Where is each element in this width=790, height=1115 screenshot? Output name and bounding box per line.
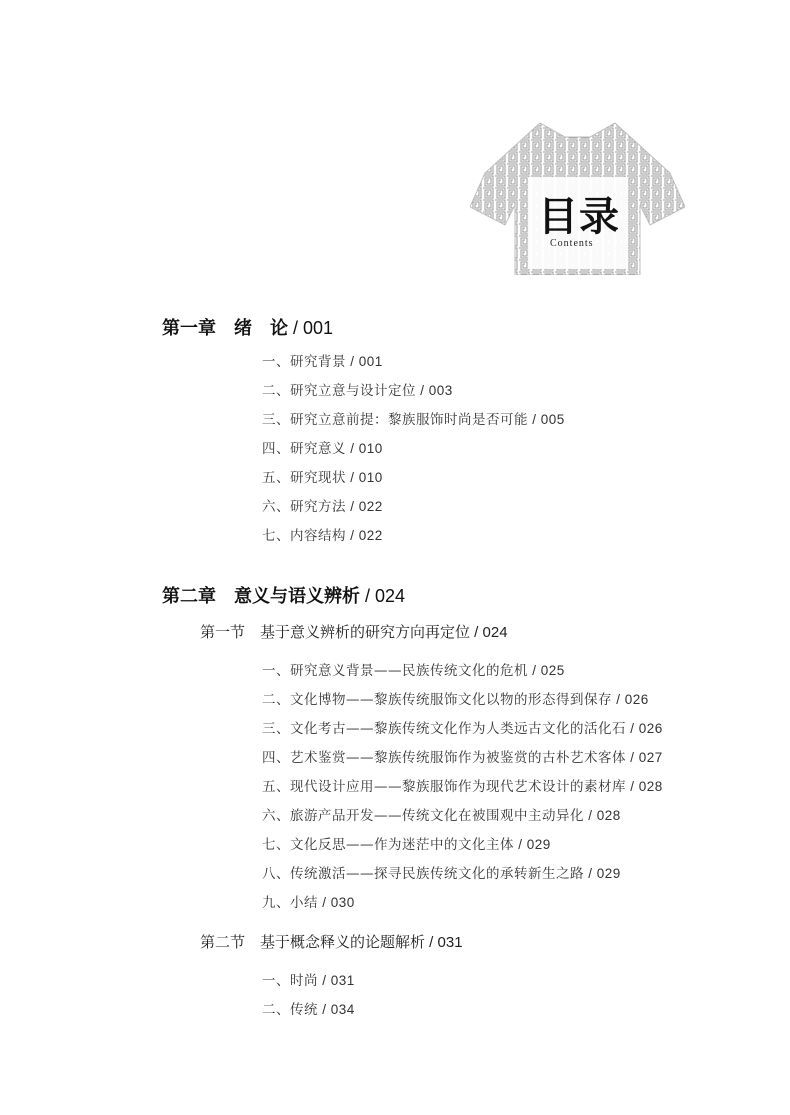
toc-item[interactable]: [262, 688, 649, 708]
page-number: / 003: [416, 383, 453, 398]
item-label: 二、传统: [262, 1002, 318, 1018]
page-number: / 024: [470, 624, 508, 641]
item-label: 五、现代设计应用——黎族服饰作为现代艺术设计的素材库: [262, 779, 626, 795]
toc-item[interactable]: [262, 804, 621, 824]
page-number: / 029: [514, 837, 551, 852]
contents-emblem: [470, 115, 685, 275]
toc-item[interactable]: [262, 775, 663, 795]
page-number: / 005: [528, 412, 565, 427]
page-title: 目录: [538, 194, 620, 240]
toc-section-2[interactable]: [200, 931, 463, 952]
page-number: / 031: [425, 934, 463, 951]
item-label: 三、研究立意前提：黎族服饰时尚是否可能: [262, 412, 528, 428]
item-label: 七、内容结构: [262, 528, 346, 544]
page-number: / 001: [288, 318, 334, 338]
chapter-label: 第二章 意义与语义辨析: [162, 586, 360, 607]
page-number: / 027: [626, 750, 663, 765]
toc-item[interactable]: [262, 862, 621, 882]
toc-item[interactable]: [262, 659, 565, 679]
page-number: / 022: [346, 499, 383, 514]
item-label: 一、研究意义背景——民族传统文化的危机: [262, 663, 528, 679]
section-label: 第一节 基于意义辨析的研究方向再定位: [200, 623, 471, 641]
page-number: / 028: [626, 779, 663, 794]
item-label: 五、研究现状: [262, 470, 346, 486]
toc-item[interactable]: [262, 717, 663, 737]
section-label: 第二节 基于概念释义的论题解析: [200, 933, 426, 951]
item-label: 八、传统激活——探寻民族传统文化的承转新生之路: [262, 866, 584, 882]
page-number: / 029: [584, 866, 621, 881]
toc-item[interactable]: [262, 833, 551, 853]
page-number: / 026: [612, 692, 649, 707]
page-number: / 022: [346, 528, 383, 543]
page-number: / 028: [584, 808, 621, 823]
page-subtitle: Contents: [550, 238, 594, 249]
toc-item[interactable]: [262, 466, 383, 486]
item-label: 三、文化考古——黎族传统文化作为人类远古文化的活化石: [262, 721, 626, 737]
page-number: / 025: [528, 663, 565, 678]
toc-item[interactable]: [262, 524, 383, 544]
page-number: / 034: [318, 1002, 355, 1017]
toc-chapter-2[interactable]: [162, 582, 405, 608]
item-label: 六、旅游产品开发——传统文化在被围观中主动异化: [262, 808, 584, 824]
item-label: 四、研究意义: [262, 441, 346, 457]
chapter-label: 第一章 绪 论: [162, 318, 288, 339]
toc-item[interactable]: [262, 437, 383, 457]
page-number: / 030: [318, 895, 355, 910]
toc-item[interactable]: [262, 495, 383, 515]
item-label: 六、研究方法: [262, 499, 346, 515]
item-label: 一、时尚: [262, 973, 318, 989]
item-label: 九、小结: [262, 895, 318, 911]
page-number: / 024: [360, 586, 406, 606]
item-label: 二、研究立意与设计定位: [262, 383, 416, 399]
toc-chapter-1[interactable]: [162, 314, 333, 340]
page-number: / 031: [318, 973, 355, 988]
page-number: / 026: [626, 721, 663, 736]
toc-item[interactable]: [262, 891, 355, 911]
toc-item[interactable]: [262, 969, 355, 989]
toc-section-1[interactable]: [200, 621, 508, 642]
toc-item[interactable]: [262, 379, 453, 399]
toc-item[interactable]: [262, 746, 663, 766]
item-label: 七、文化反思——作为迷茫中的文化主体: [262, 837, 514, 853]
toc-item[interactable]: [262, 998, 355, 1018]
item-label: 一、研究背景: [262, 354, 346, 370]
page-number: / 001: [346, 354, 383, 369]
page-number: / 010: [346, 441, 383, 456]
item-label: 二、文化博物——黎族传统服饰文化以物的形态得到保存: [262, 692, 612, 708]
page-number: / 010: [346, 470, 383, 485]
item-label: 四、艺术鉴赏——黎族传统服饰作为被鉴赏的古朴艺术客体: [262, 750, 626, 766]
toc-item[interactable]: [262, 408, 565, 428]
toc-item[interactable]: [262, 350, 383, 370]
